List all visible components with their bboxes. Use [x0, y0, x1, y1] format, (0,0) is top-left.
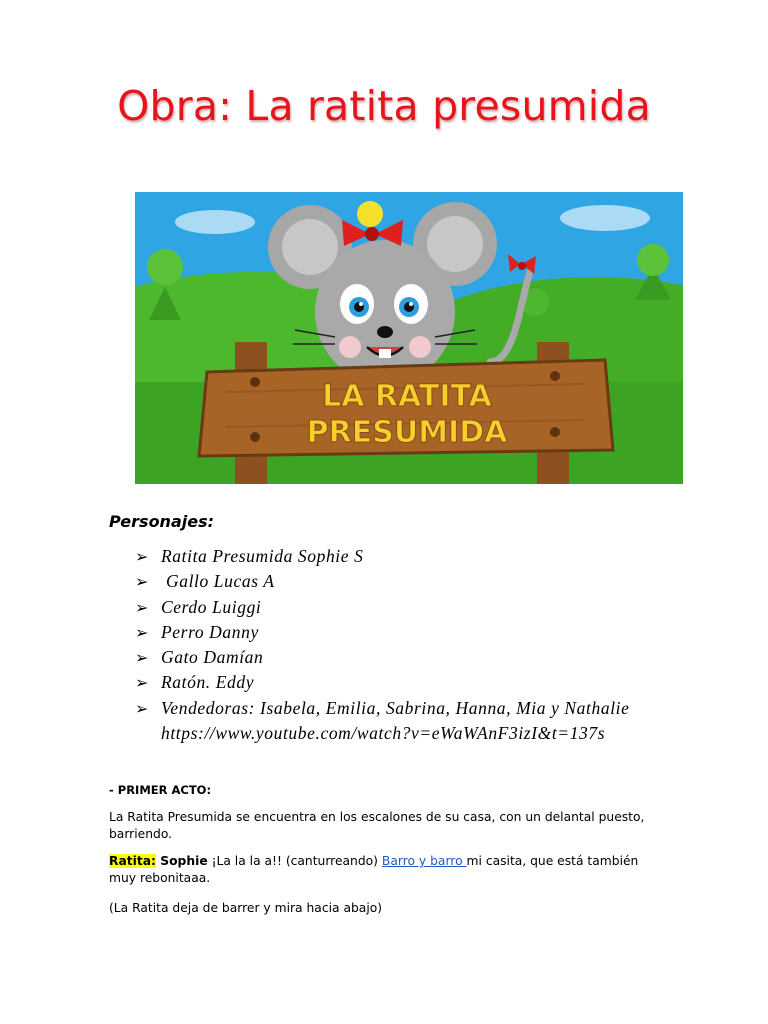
- cast-item: ➢ Gato Damían: [135, 645, 695, 670]
- cast-item: ➢ Ratón. Eddy: [135, 670, 695, 695]
- speaker-label: Ratita:: [109, 854, 156, 868]
- cover-text-line1: LA RATITA: [322, 379, 492, 414]
- personajes-heading: Personajes:: [109, 512, 214, 531]
- arrow-bullet-icon: ➢: [135, 572, 150, 592]
- song-link[interactable]: Barro y barro: [381, 854, 467, 868]
- cast-item: ➢ Perro Danny: [135, 620, 695, 645]
- actor-name: Sophie: [155, 854, 208, 868]
- arrow-bullet-icon: ➢: [135, 622, 150, 642]
- arrow-bullet-icon: ➢: [135, 648, 150, 668]
- paragraph-ratita-line: Ratita: Sophie ¡La la la a!! (canturreando) Barro y barro mi casita, que está también muy rebonitaaa.: [109, 854, 639, 885]
- paragraph-scene-intro: La Ratita Presumida se encuentra en los escalones de su casa, con un delantal puesto, barriendo.: [109, 810, 645, 841]
- first-act-heading: - PRIMER ACTO:: [109, 783, 212, 797]
- cover-text-line2: PRESUMIDA: [306, 415, 508, 450]
- arrow-bullet-icon: ➢: [135, 673, 150, 693]
- cast-item: ➢ Ratita Presumida Sophie S: [135, 544, 695, 569]
- arrow-bullet-icon: ➢: [135, 597, 150, 617]
- cast-item: ➢ Gallo Lucas A: [135, 569, 695, 594]
- document-title: Obra: La ratita presumida: [117, 82, 651, 130]
- paragraph-stage-direction: (La Ratita deja de barrer y mira hacia abajo): [109, 901, 383, 915]
- cast-list: [135, 544, 695, 746]
- cover-image: [135, 192, 683, 484]
- cast-item: ➢ Vendedoras: Isabela, Emilia, Sabrina, Hanna, Mia y Nathalie https://www.youtube.com/watch?v=eWaWAnF3izI&t=137s: [135, 697, 630, 743]
- cast-item: ➢ Cerdo Luiggi: [135, 595, 695, 620]
- arrow-bullet-icon: ➢: [135, 698, 150, 718]
- arrow-bullet-icon: ➢: [135, 547, 150, 566]
